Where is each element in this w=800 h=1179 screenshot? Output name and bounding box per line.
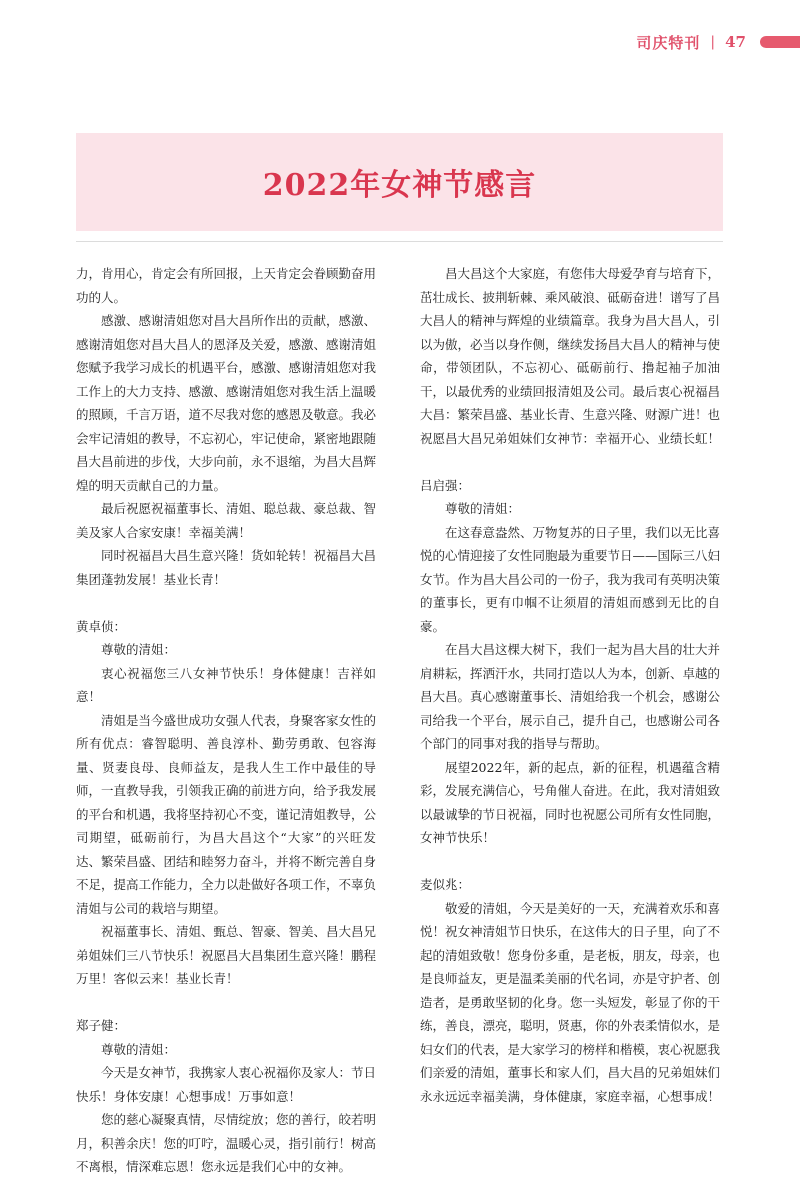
paragraph: 敬爱的清姐，今天是美好的一天，充满着欢乐和喜悦！祝女神清姐节日快乐，在这伟大的日子里，向了不起的清姐致敬！您身份多重，是老板，朋友，母亲，也是良师益友，更是温柔美丽的代名词，亦是守护者、创造者，是勇敢坚韧的化身。您一头短发，彰显了你的干练，善良，漂亮，聪明，贤惠，你的外表柔情似水，是妇女们的代表，是大家学习的榜样和楷模，衷心祝愿我们亲爱的清姐，董事长和家人们，昌大昌的兄弟姐妹们永永远远幸福美满，身体健康，家庭幸福，心想事成！ xyxy=(420,900,721,1104)
paragraph: 尊敬的清姐： xyxy=(445,501,521,516)
paragraph: 昌大昌这个大家庭，有您伟大母爱孕育与培育下，茁壮成长、披荆斩棘、乘风破浪、砥砺奋进！谱写了昌大昌人的精神与辉煌的业绩篇章。我身为昌大昌人，引以为傲，必当以身作侧，继续发扬昌大昌人的精神与使命，带领团队，不忘初心、砥砺前行、撸起袖子加油干，以最优秀的业绩回报清姐及公司。最后衷心祝福昌大昌：繁荣昌盛、基业长青、生意兴隆、财源广进！也祝愿昌大昌兄弟姐妹们女神节：幸福开心、业绩长虹！ xyxy=(420,266,721,446)
paragraph: 今天是女神节，我携家人衷心祝福你及家人：节日快乐！身体安康！心想事成！万事如意！ xyxy=(76,1065,377,1104)
paragraph: 清姐是当今盛世成功女强人代表，身聚客家女性的所有优点：睿智聪明、善良淳朴、勤劳勇敢、包容海量、贤妻良母、良师益友，是我人生工作中最佳的导师，一直教导我，引领我正确的前进方向，给予我发展的平台和机遇，我将坚持初心不变，谨记清姐教导，公司期望，砥砺前行，为昌大昌这个“大家”的兴旺发达、繁荣昌盛、团结和睦努力奋斗，并将不断完善自身不足，提高工作能力，全力以赴做好各项工作，不辜负清姐与公司的栽培与期望。 xyxy=(76,712,377,916)
page-title: 2022年女神节感言 xyxy=(262,168,537,203)
title-banner xyxy=(76,133,723,231)
paragraph: 力，肯用心，肯定会有所回报，上天肯定会眷顾勤奋用功的人。 xyxy=(76,266,377,305)
title-divider xyxy=(76,241,723,242)
paragraph: 展望2022年，新的起点，新的征程，机遇蕴含精彩，发展充满信心，号角催人奋进。在此，我对清姐致以最诚挚的节日祝福，同时也祝愿公司所有女性同胞，女神节快乐！ xyxy=(420,759,721,845)
paragraph: 郑子健： xyxy=(76,1018,127,1033)
paragraph: 麦似兆： xyxy=(420,877,471,892)
paragraph: 黄卓侦： xyxy=(76,618,127,634)
paragraph: 尊敬的清姐： xyxy=(101,1041,177,1057)
right-column xyxy=(420,262,720,1108)
journal-name: 司庆特刊 xyxy=(636,33,701,52)
paragraph: 同时祝福昌大昌生意兴隆！货如轮转！祝福昌大昌集团蓬勃发展！基业长青！ xyxy=(76,548,377,587)
paragraph: 在昌大昌这棵大树下，我们一起为昌大昌的壮大并肩耕耘，挥洒汗水，共同打造以人为本，创新、卓越的昌大昌。真心感谢董事长、清姐给我一个机会，感谢公司给我一个平台，展示自己，提升自己，也感谢公司各个部门的同事对我的指导与帮助。 xyxy=(420,642,721,751)
page-tab-decoration xyxy=(760,36,800,48)
page-number: 47 xyxy=(725,33,746,51)
paragraph: 感激、感谢清姐您对昌大昌所作出的贡献，感激、感谢清姐您对昌大昌人的恩泽及关爱，感激、感谢清姐您赋予我学习成长的机遇平台，感激、感谢清姐您对我工作上的大力支持、感激、感谢清姐您对我生活上温暖的照顾，千言万语，道不尽我对您的感恩及敬意。我必会牢记清姐的教导，不忘初心，牢记使命，紧密地跟随昌大昌前进的步伐，大步向前，永不退缩，为昌大昌辉煌的明天贡献自己的力量。 xyxy=(76,313,377,493)
paragraph: 吕启强： xyxy=(420,477,471,493)
paragraph: 尊敬的清姐： xyxy=(101,642,177,657)
paragraph: 衷心祝福您三八女神节快乐！身体健康！吉祥如意！ xyxy=(76,665,376,704)
paragraph: 最后祝愿祝福董事长、清姐、聪总裁、豪总裁、智美及家人合家安康！幸福美满！ xyxy=(76,501,377,540)
page-header xyxy=(636,30,800,54)
paragraph: 祝福董事长、清姐、甄总、智豪、智美、昌大昌兄弟姐妹们三八节快乐！祝愿昌大昌集团生意兴隆！鹏程万里！客似云来！基业长青！ xyxy=(76,924,377,986)
paragraph: 您的慈心凝聚真情，尽情绽放；您的善行，皎若明月，积善余庆！您的叮咛，温暖心灵，指引前行！树高不离根，情深难忘恩！您永远是我们心中的女神。 xyxy=(76,1112,377,1174)
paragraph: 在这春意盎然、万物复苏的日子里，我们以无比喜悦的心情迎接了女性同胞最为重要节日——国际三八妇女节。作为昌大昌公司的一份子，我为我司有英明决策的董事长，更有巾帼不让须眉的清姐而感到无比的自豪。 xyxy=(420,524,721,634)
left-column xyxy=(76,262,376,1179)
header-separator: | xyxy=(710,34,716,50)
